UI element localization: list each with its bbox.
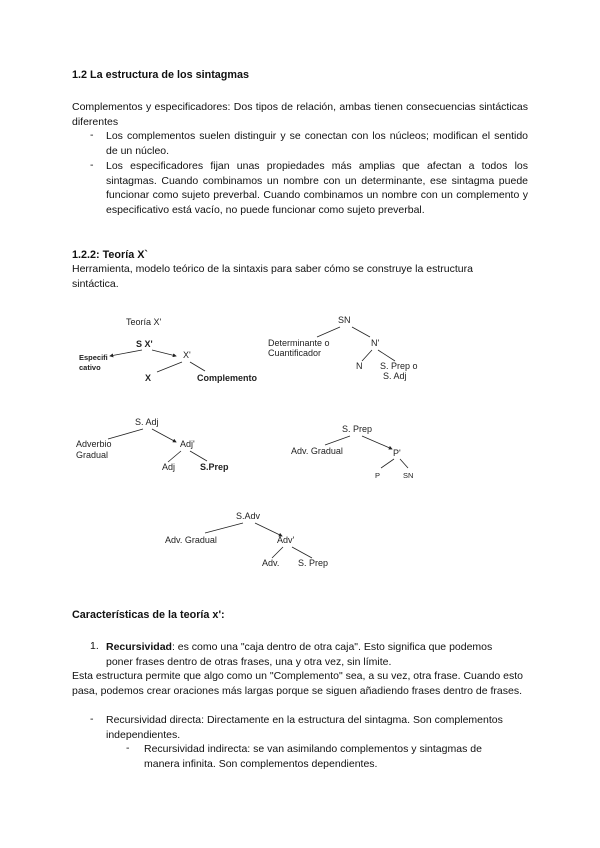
- tree-node: P': [393, 448, 401, 458]
- list-item: [72, 129, 528, 158]
- tree-node: Adv': [277, 535, 295, 545]
- numbered-item: [72, 640, 522, 669]
- intro-paragraph: Complementos y especificadores: Dos tipos de relación, ambas tienen consecuencias sintácticas diferentes: [72, 101, 528, 128]
- list-item: [72, 742, 492, 771]
- tree-head: P: [375, 471, 381, 480]
- tree-sadv: [165, 511, 328, 568]
- tree-det-2: Cuantificador: [268, 348, 322, 358]
- tree-spec-2: cativo: [79, 363, 101, 372]
- bullet-text: Los complementos suelen distinguir y se conectan con los núcleos; modifican el sentido de un núcleo.: [106, 130, 528, 157]
- tree-root: S. Prep: [342, 424, 373, 434]
- item-body: : es como una "caja dentro de otra caja". Esto significa que podemos poner frases dentro de otras frases, una y otra vez, sin límite.: [106, 641, 493, 668]
- tree-teoria-x: [79, 317, 258, 383]
- item-text: [72, 640, 522, 669]
- tree-root: S.Adv: [236, 511, 261, 521]
- item-term: Recursividad: [106, 641, 172, 653]
- tree-root: S. Adj: [135, 417, 159, 427]
- list-item: [72, 713, 528, 742]
- tree-root: SN: [338, 315, 351, 325]
- description-paragraph: Herramienta, modelo teórico de la sintaxis para saber cómo se construye la estructura sintáctica.: [72, 263, 473, 290]
- tree-comp: Complemento: [197, 373, 258, 383]
- sub-bullet-text: Recursividad directa: Directamente en la estructura del sintagma. Son complementos independientes.: [106, 714, 503, 741]
- characteristics-heading: Características de la teoría x':: [72, 609, 225, 621]
- tree-sprep: [291, 424, 413, 480]
- bullet-marker: -: [90, 159, 94, 171]
- tree-sn: [268, 315, 418, 381]
- bullet-text: Los especificadores fijan unas propiedades más amplias que afectan a todos los sintagmas. Cuando combinamos un nombre con un determinante, ese sintagma puede funcionar como sujeto preverbal. Cuando combinamos un nombre con un complemento y especificativo está vacío, no puede funcionar como sujeto preverbal.: [106, 160, 528, 216]
- sub-sub-bullet-text: Recursividad indirecta: se van asimilando complementos y sintagmas de manera infinita. Son complementos dependientes.: [144, 743, 482, 770]
- tree-det-1: Determinante o: [268, 338, 330, 348]
- tree-node: Adj': [180, 439, 195, 449]
- tree-spec-2: Gradual: [76, 450, 109, 460]
- item-number: 1.: [90, 640, 99, 652]
- tree-node: X': [183, 350, 191, 360]
- tree-node: N': [371, 338, 380, 348]
- section-heading: 1.2 La estructura de los sintagmas: [72, 69, 250, 81]
- list-item: [72, 159, 528, 217]
- subsection-heading: 1.2.2: Teoría X`: [72, 249, 149, 261]
- tree-comp-1: S. Prep o: [380, 361, 418, 371]
- tree-head: Adj: [162, 462, 176, 472]
- tree-root: S X': [136, 339, 153, 349]
- tree-spec: Especifi: [79, 353, 108, 362]
- recursion-paragraph: Esta estructura permite que algo como un "Complemento" sea, a su vez, otra frase. Cuando esto pasa, podemos crear oraciones más largas porque se siguen añadiendo frases dentro de frases.: [72, 670, 524, 697]
- tree-sadj: [76, 417, 229, 472]
- bullet-marker: -: [126, 742, 130, 754]
- tree-spec-1: Adverbio: [76, 439, 112, 449]
- tree-comp-2: S. Adj: [383, 371, 407, 381]
- tree-comp: S. Prep: [298, 558, 329, 568]
- tree-comp: S.Prep: [200, 462, 229, 472]
- tree-spec: Adv. Gradual: [291, 446, 343, 456]
- tree-spec: Adv. Gradual: [165, 535, 217, 545]
- tree-head: N: [356, 361, 363, 371]
- x-bar-diagrams: [0, 300, 600, 590]
- tree-head: X: [145, 373, 152, 383]
- bullet-marker: -: [90, 129, 94, 141]
- tree-comp: SN: [403, 471, 414, 480]
- bullet-marker: -: [90, 713, 94, 725]
- bullet-list: [72, 129, 528, 217]
- tree-head: Adv.: [262, 558, 280, 568]
- tree-title: Teoría X': [126, 317, 162, 327]
